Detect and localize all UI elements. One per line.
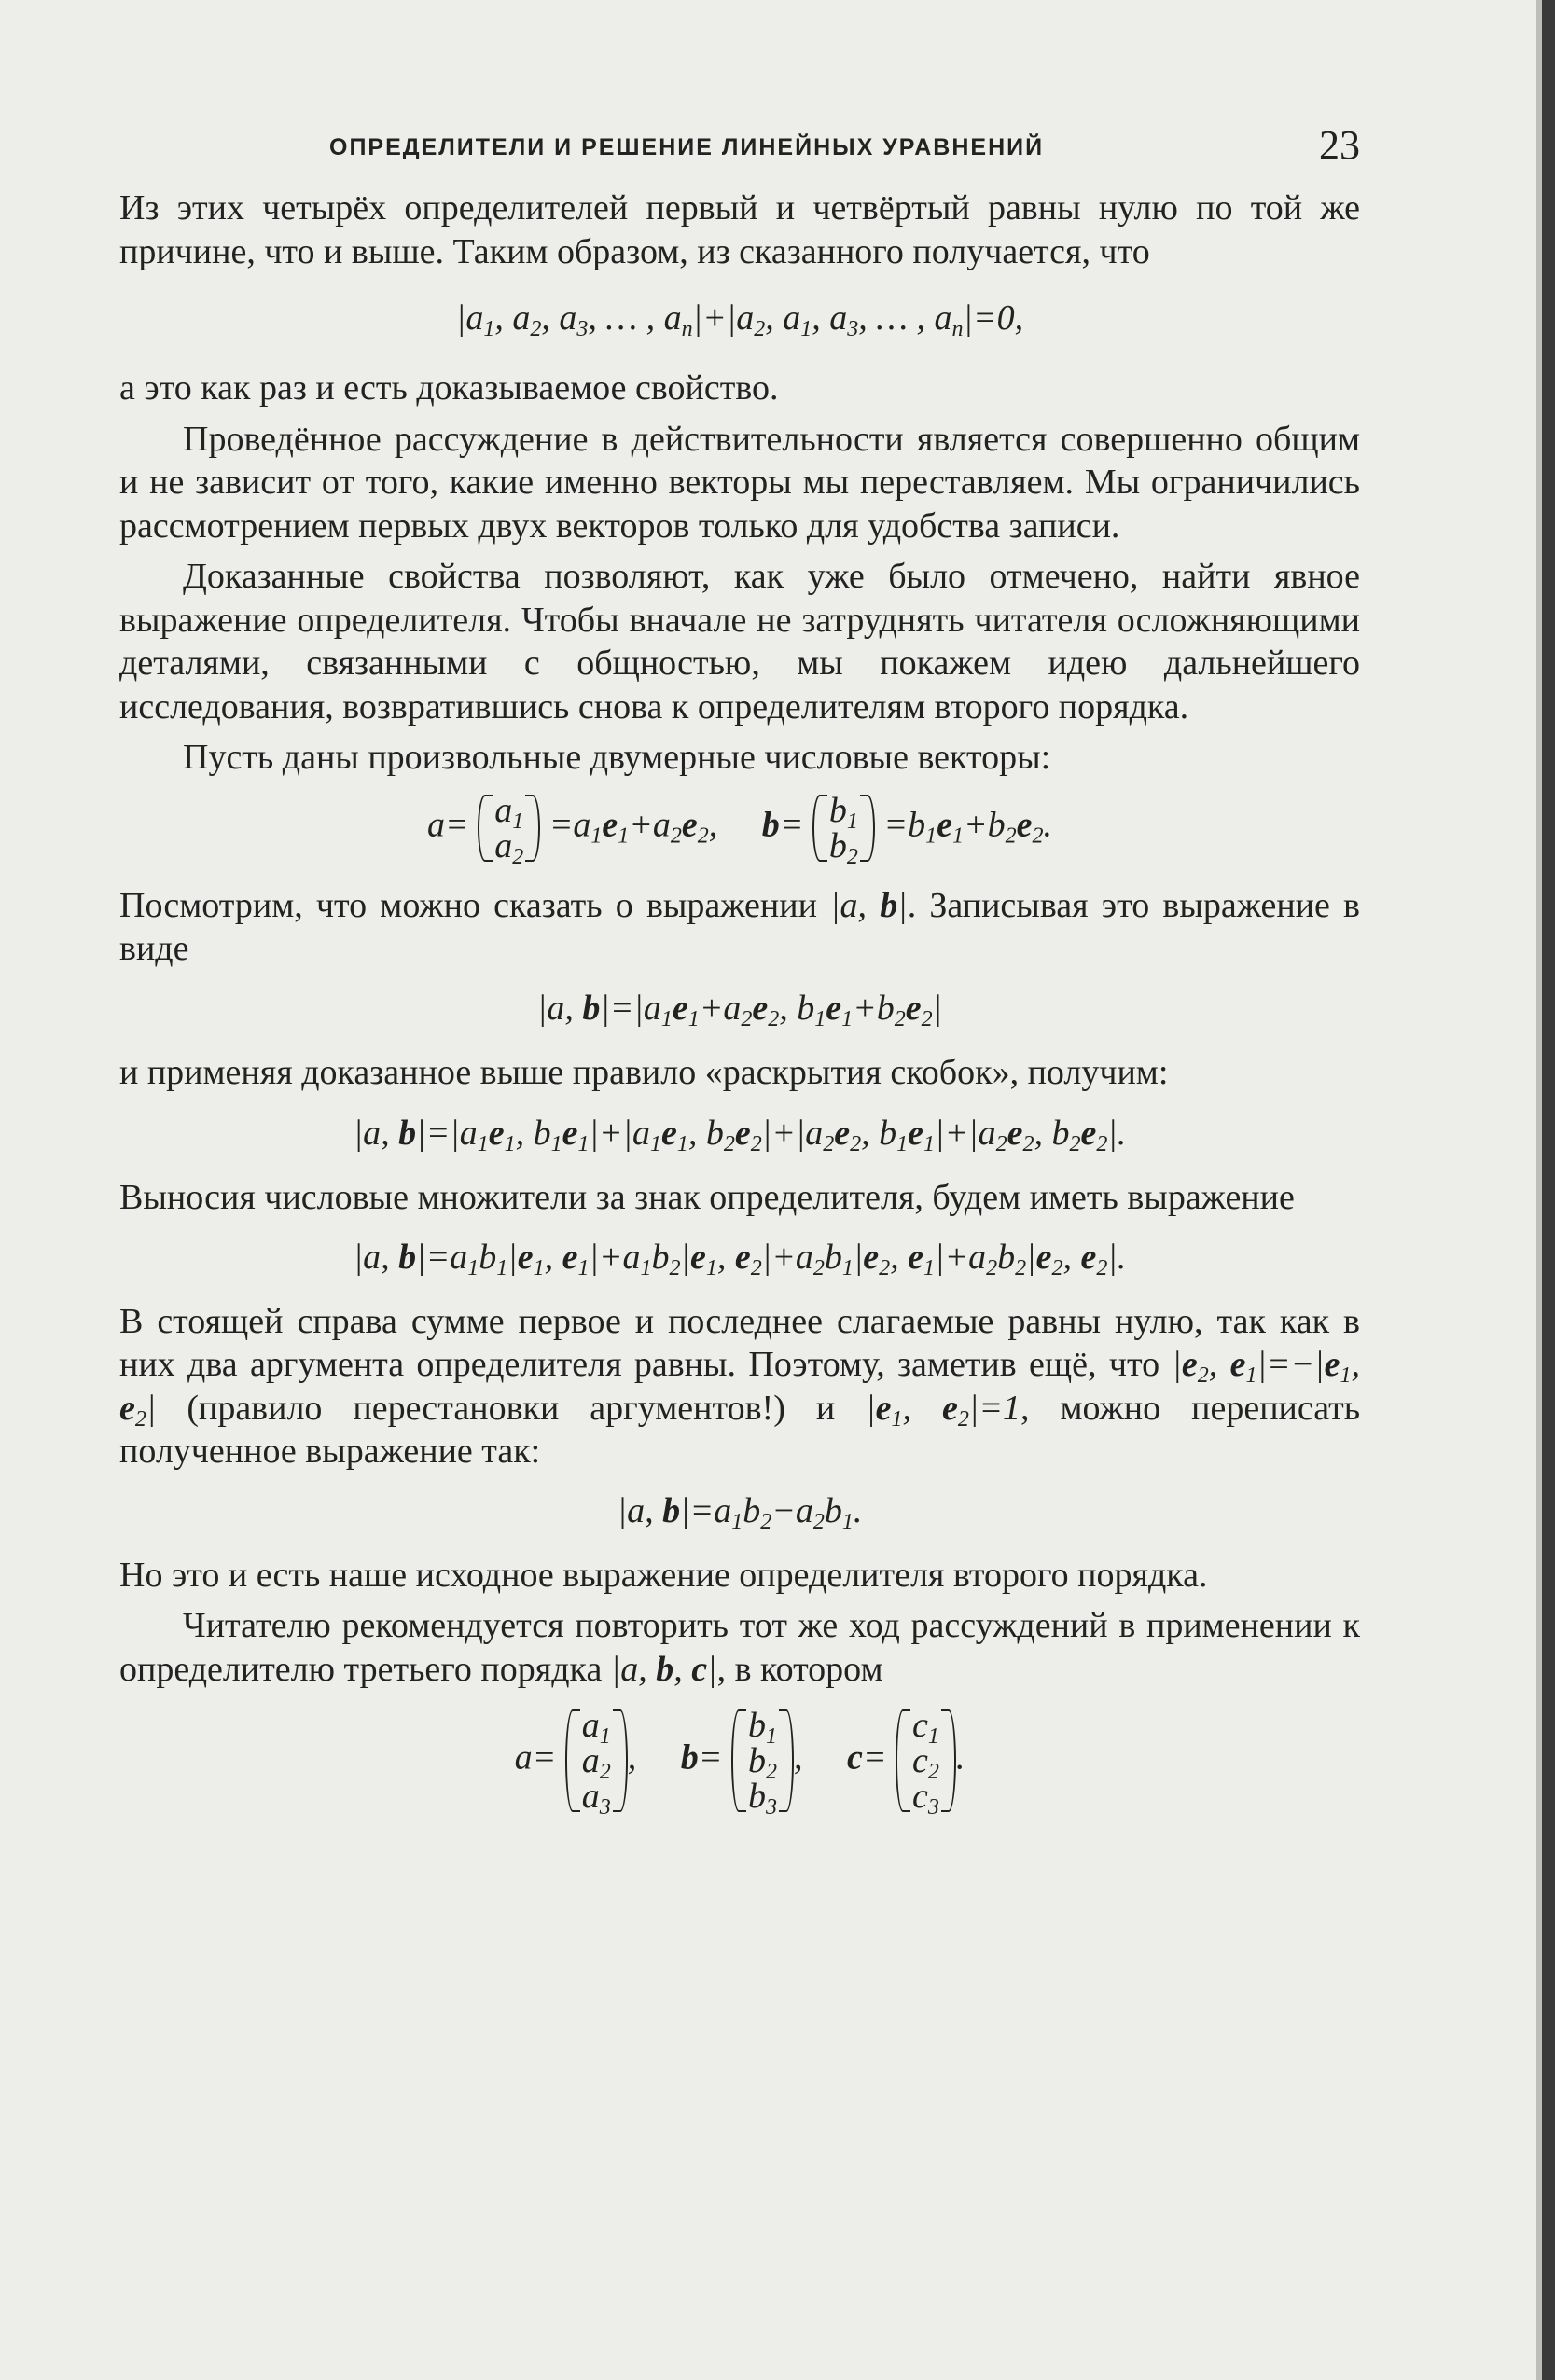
book-spine-edge (1542, 0, 1555, 2380)
formula-3: |a, $b|=|a_1e_1+a_2e_2$, $b_1e_1+b_2e_2|$ (536, 988, 943, 1031)
paragraph-9: В стоящей справа сумме первое и последнее слагаемые равны нулю, так как в них два аргумента определителя равны. Поэтому, заметив ещё, что $|e_2$, $e_1|=-|e_1$, $e_2|$ (правило перестановки аргументов!) и $|e_1$, $e_2|=1$, можно переписать полученное выражение так: (119, 1301, 1361, 1471)
vector-a-3d: $a_1$ $a_2$ $a_3$ (565, 1708, 628, 1814)
formula-1: $|a_1$, $a_2$, $a_3$, … , $a_n|+|a_2$, $a_1$, $a_3$, … , $a_n|=0$, (455, 298, 1024, 341)
paragraph-9-part-b: (правило перестановки аргументов!) и (187, 1388, 836, 1428)
paragraph-4: Доказанные свойства позволяют, как уже было отмечено, найти явное выражение определителя. Чтобы вначале не затруднять читателя осложняющими деталями, связанными с общностью, мы покажем идею дальнейшего исследования, возвратившись снова к определителям второго порядка. (119, 557, 1360, 726)
page-header (119, 121, 1360, 177)
paragraph-8: Выносия числовые множители за знак определителя, будем иметь выражение (119, 1178, 1295, 1217)
paragraph-11: Читателю рекомендуется повторить тот же ход рассуждений в применении к определителю третьего порядка |a, b, c|, в котором (119, 1606, 1360, 1689)
page-content (119, 121, 1361, 1820)
vector-b-3d: $b_1$ $b_2$ $b_3$ (731, 1708, 794, 1814)
paragraph-6: Посмотрим, что можно сказать о выражении |a, b|. Записывая это выражение в виде (119, 885, 1360, 968)
formula-6: |a, $b|=a_1b_2-a_2b_1$. (617, 1490, 863, 1534)
vector-c-3d: $c_1$ $c_2$ $c_3$ (896, 1708, 956, 1814)
formula-5: |a, $b|=a_1b_1|e_1$, $e_1|+a_1b_2|e_1$, $e_2|+a_2b_1|e_2$, $e_1|+a_2b_2|e_2$, $e_2|$. (353, 1237, 1127, 1280)
paragraph-9-part-a: В стоящей справа сумме первое и последнее слагаемые равны нулю, так как в них два аргумента определителя равны. Поэтому, заметив ещё, что (119, 1301, 1360, 1384)
paragraph-1: Из этих четырёх определителей первый и четвёртый равны нулю по той же причине, что и выше. Таким образом, из сказанного получается, что (119, 188, 1360, 271)
paragraph-7: и применяя доказанное выше правило «раскрытия скобок», получим: (119, 1052, 1169, 1092)
paragraph-11-part-b: , в котором (716, 1649, 883, 1689)
running-title: ОПРЕДЕЛИТЕЛИ И РЕШЕНИЕ ЛИНЕЙНЫХ УРАВНЕНИЙ (329, 134, 1045, 160)
paragraph-2: а это как раз и есть доказываемое свойство. (119, 368, 779, 408)
paragraph-11-part-a: Читателю рекомендуется повторить тот же ход рассуждений в применении к определителю третьего порядка (119, 1606, 1360, 1689)
paragraph-5: Пусть даны произвольные двумерные числовые векторы: (183, 738, 1051, 777)
paragraph-6-part-a: Посмотрим, что можно сказать о выражении (119, 885, 817, 925)
paragraph-10: Но это и есть наше исходное выражение определителя второго порядка. (119, 1555, 1208, 1595)
formula-7-vectors-3d: a= $a_1$ $a_2$ $a_3$ , b= $b_1$ $b_2$ $b_3$ , c= $c_1$ $c_2$ $c_3$ . (514, 1706, 965, 1820)
paragraph-3: Проведённое рассуждение в действительности является совершенно общим и не зависит от того, какие именно векторы мы переставляем. Мы ограничились рассмотрением первых двух векторов только для удобства записи. (119, 419, 1360, 546)
formula-4: |a, $b|=|a_1e_1$, $b_1e_1|+|a_1e_1$, $b_2e_2|+|a_2e_2$, $b_1e_1|+|a_2e_2$, $b_2e_2|$. (353, 1114, 1127, 1156)
vector-a-2d: $a_1$ $a_2$ (478, 793, 540, 864)
paragraph-9-part-c: , можно переписать полученное выражение так: (119, 1388, 1361, 1471)
vector-b-2d: $b_1$ $b_2$ (812, 793, 875, 864)
paragraph-6-part-b: . Записывая это выражение в виде (119, 885, 1360, 968)
page-number: 23 (1319, 122, 1360, 168)
formula-2-vectors: a= $a_1$ $a_2$ $=a_1e_1+a_2e_2$, b= $b_1$ $b_2$ $=b_1e_1+b_2e_2$. (427, 790, 1052, 869)
